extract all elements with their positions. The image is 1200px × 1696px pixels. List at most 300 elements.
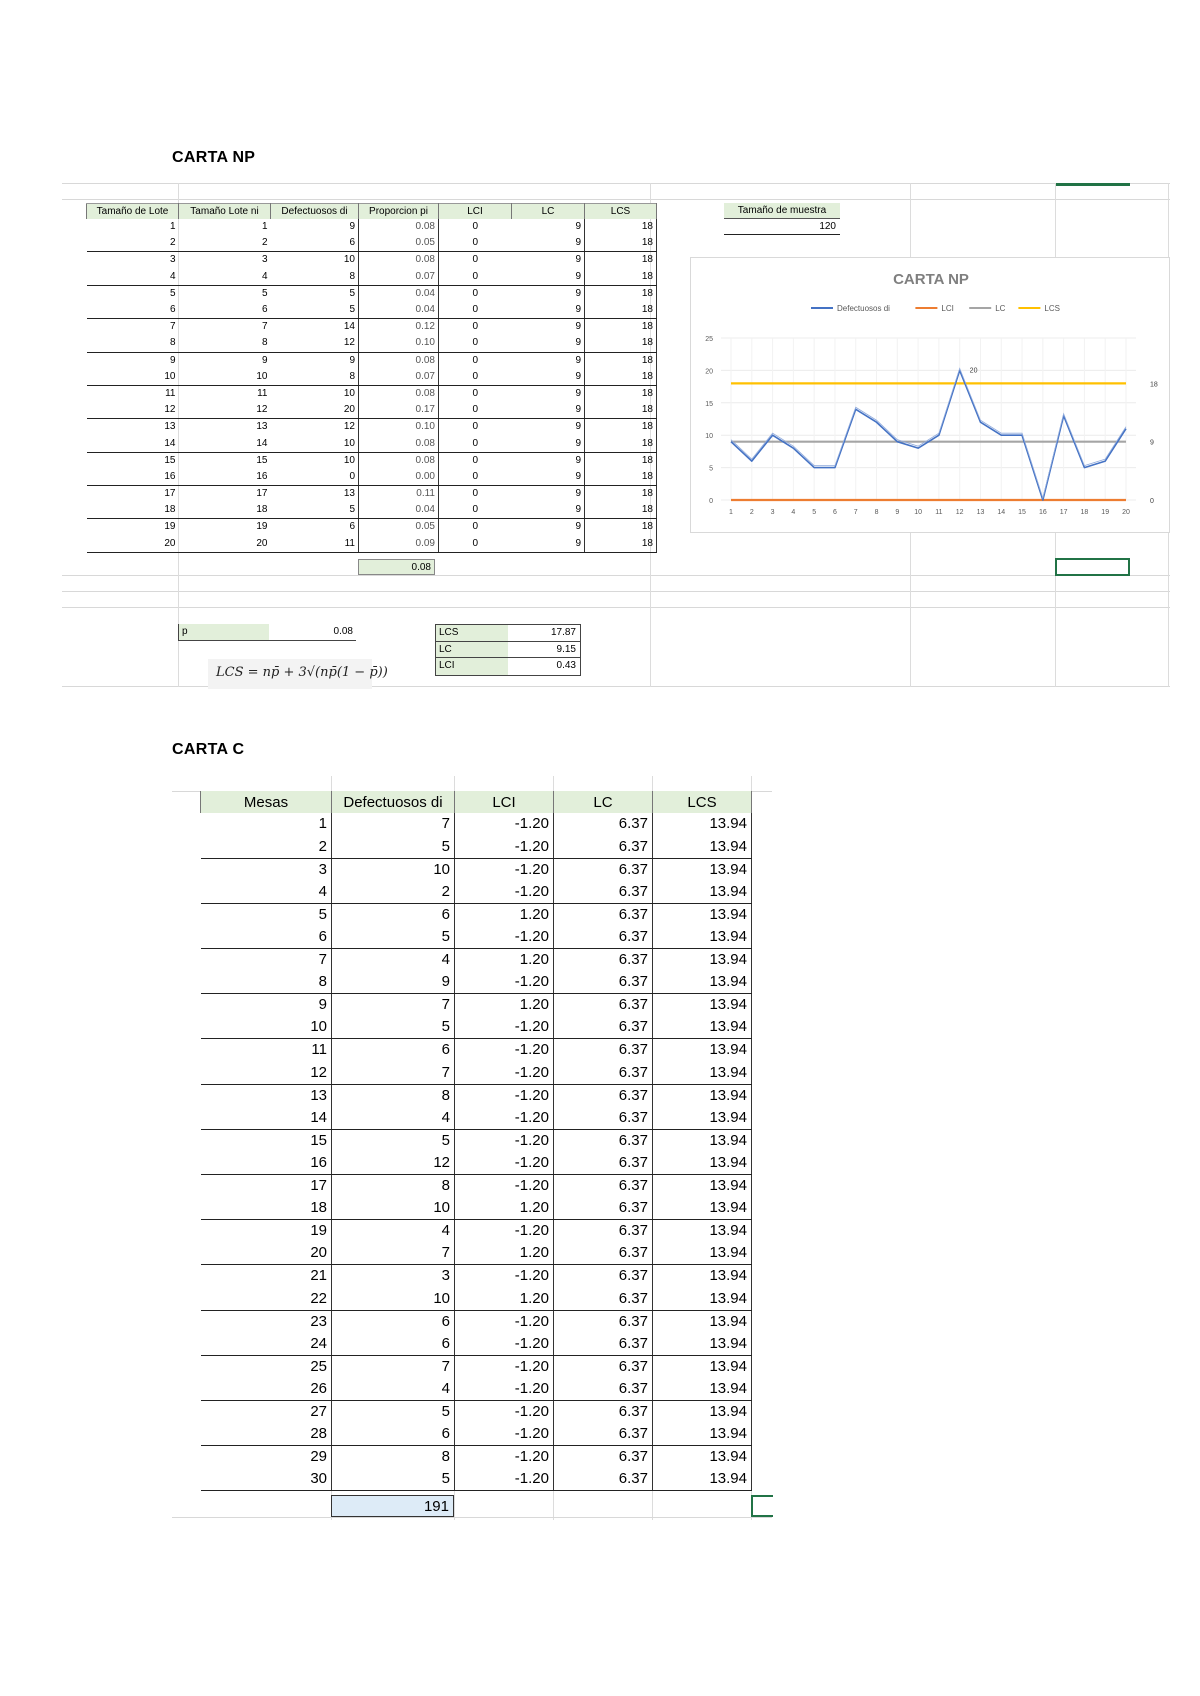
np-cell[interactable]: 10	[179, 369, 271, 386]
np-cell[interactable]: 9	[512, 469, 585, 486]
c-cell[interactable]: 13.94	[653, 1423, 752, 1446]
c-cell[interactable]: -1.20	[514, 1267, 549, 1285]
c-cell[interactable]: 5	[332, 1468, 455, 1491]
c-cell[interactable]: 6.37	[554, 1333, 653, 1356]
c-cell[interactable]: 6.37	[554, 1355, 653, 1378]
c-cell[interactable]: -1.20	[455, 1378, 554, 1401]
c-cell[interactable]: 29	[310, 1448, 327, 1466]
np-cell[interactable]: 9	[575, 521, 581, 533]
np-cell[interactable]: 0	[271, 469, 359, 486]
c-cell[interactable]: -1.20	[455, 1423, 554, 1446]
np-cell[interactable]: 5	[169, 287, 176, 299]
np-cell[interactable]: 18	[585, 452, 657, 469]
np-cell[interactable]: 0	[439, 402, 512, 419]
c-cell[interactable]: 9	[318, 996, 327, 1014]
c-cell[interactable]: 6.37	[554, 1468, 653, 1491]
np-cell[interactable]: 9	[575, 321, 581, 333]
np-cell[interactable]: 8	[271, 369, 359, 386]
c-cell[interactable]: 2	[332, 881, 455, 904]
np-cell[interactable]: 3	[261, 254, 268, 266]
np-cell[interactable]: 18	[585, 469, 657, 486]
c-cell[interactable]: 13.94	[653, 1310, 752, 1333]
np-cell[interactable]: 0	[439, 235, 512, 252]
np-cell[interactable]: 0.04	[359, 285, 439, 302]
c-cell[interactable]: -1.20	[514, 1086, 549, 1104]
np-cell[interactable]: 18	[585, 302, 657, 319]
np-cell[interactable]: 19	[164, 521, 176, 533]
np-cell[interactable]: 12	[179, 402, 271, 419]
np-cell[interactable]: 18	[585, 419, 657, 436]
selected-cell[interactable]	[1055, 558, 1130, 576]
c-cell[interactable]: 1.20	[455, 1242, 554, 1265]
np-cell[interactable]: 9	[512, 402, 585, 419]
np-cell[interactable]: 9	[575, 354, 581, 366]
c-cell[interactable]: 6.37	[554, 1310, 653, 1333]
c-cell[interactable]: 13.94	[653, 1220, 752, 1243]
np-cell[interactable]: 8	[87, 335, 179, 352]
c-cell[interactable]: 13.94	[653, 881, 752, 904]
p-bar-cell[interactable]	[178, 624, 356, 641]
c-cell[interactable]: 13.94	[653, 926, 752, 949]
c-cell[interactable]: 6.37	[554, 1039, 653, 1062]
c-cell[interactable]: 1.20	[455, 1287, 554, 1310]
c-cell[interactable]: 28	[201, 1423, 332, 1446]
c-cell[interactable]: -1.20	[455, 881, 554, 904]
np-cell[interactable]: 18	[585, 352, 657, 369]
np-cell[interactable]: 0.08	[359, 252, 439, 269]
np-cell[interactable]: 0.00	[359, 469, 439, 486]
c-cell[interactable]: 6	[201, 926, 332, 949]
c-cell[interactable]: -1.20	[514, 815, 549, 833]
c-cell[interactable]: 21	[310, 1267, 327, 1285]
np-cell[interactable]: 0.05	[359, 519, 439, 536]
c-cell[interactable]: -1.20	[455, 926, 554, 949]
np-cell[interactable]: 13	[343, 488, 355, 500]
c-cell[interactable]: 13	[310, 1086, 327, 1104]
c-cell[interactable]: 6.37	[554, 858, 653, 881]
np-cell[interactable]: 17	[256, 488, 268, 500]
np-cell[interactable]: 20	[179, 536, 271, 553]
c-cell[interactable]: 6.37	[554, 1265, 653, 1288]
np-cell[interactable]: 0.05	[359, 235, 439, 252]
c-cell[interactable]: 6.37	[554, 994, 653, 1017]
c-cell[interactable]: 10	[332, 1287, 455, 1310]
np-cell[interactable]: 0	[439, 369, 512, 386]
c-cell[interactable]: 6.37	[554, 903, 653, 926]
np-cell[interactable]: 11	[165, 387, 176, 399]
np-cell[interactable]: 8	[179, 335, 271, 352]
c-cell[interactable]: 13.94	[653, 1152, 752, 1175]
c-cell[interactable]: 6.37	[554, 949, 653, 972]
c-cell[interactable]: 7	[332, 1355, 455, 1378]
c-cell[interactable]: 22	[201, 1287, 332, 1310]
c-cell[interactable]: 6.37	[554, 1129, 653, 1152]
c-cell[interactable]: 13.94	[653, 949, 752, 972]
c-cell[interactable]: -1.20	[455, 1333, 554, 1356]
c-cell[interactable]: 10	[332, 1197, 455, 1220]
np-cell[interactable]: 9	[169, 354, 176, 366]
c-cell[interactable]: 6.37	[554, 1107, 653, 1130]
c-cell[interactable]: -1.20	[514, 1177, 549, 1195]
c-cell[interactable]: 6	[332, 1039, 455, 1062]
c-cell[interactable]: 6.37	[554, 1287, 653, 1310]
c-cell[interactable]: 5	[332, 926, 455, 949]
selected-cell[interactable]	[751, 1495, 773, 1517]
np-cell[interactable]: 1	[261, 220, 268, 232]
np-cell[interactable]: 0.04	[359, 502, 439, 519]
c-cell[interactable]: 13.94	[653, 1333, 752, 1356]
c-cell[interactable]: 13.94	[653, 836, 752, 859]
np-cell[interactable]: 0.08	[359, 452, 439, 469]
c-cell[interactable]: 7	[318, 951, 327, 969]
c-cell[interactable]: 30	[201, 1468, 332, 1491]
np-cell[interactable]: 10	[343, 454, 355, 466]
np-cell[interactable]: 12	[87, 402, 179, 419]
c-cell[interactable]: 6.37	[554, 1400, 653, 1423]
c-cell[interactable]: 8	[332, 1175, 455, 1198]
np-cell[interactable]: 18	[585, 235, 657, 252]
c-cell[interactable]: 13.94	[653, 994, 752, 1017]
c-cell[interactable]: 6	[332, 1310, 455, 1333]
c-cell[interactable]: -1.20	[514, 1312, 549, 1330]
np-cell[interactable]: 12	[343, 421, 355, 433]
np-cell[interactable]: 18	[585, 536, 657, 553]
np-cell[interactable]: 0.10	[359, 335, 439, 352]
np-cell[interactable]: 0	[439, 435, 512, 452]
np-cell[interactable]: 20	[87, 536, 179, 553]
np-cell[interactable]: 0	[439, 419, 512, 436]
c-cell[interactable]: 12	[201, 1062, 332, 1085]
c-cell[interactable]: -1.20	[455, 1016, 554, 1039]
np-cell[interactable]: 10	[343, 254, 355, 266]
c-cell[interactable]: 6.37	[554, 881, 653, 904]
np-cell[interactable]: 9	[512, 302, 585, 319]
np-cell[interactable]: 7	[169, 321, 176, 333]
c-cell[interactable]: 9	[332, 971, 455, 994]
c-cell[interactable]: -1.20	[455, 1152, 554, 1175]
np-cell[interactable]: 0.04	[359, 302, 439, 319]
c-cell[interactable]: 13.94	[653, 1378, 752, 1401]
np-cell[interactable]: 3	[169, 254, 176, 266]
c-cell[interactable]: 13.94	[653, 1355, 752, 1378]
c-cell[interactable]: 5	[332, 1016, 455, 1039]
c-cell[interactable]: 13.94	[653, 858, 752, 881]
c-cell[interactable]: 11	[311, 1041, 327, 1059]
np-cell[interactable]: 8	[271, 269, 359, 286]
c-cell[interactable]: 13.94	[653, 1446, 752, 1469]
sample-size-value[interactable]: 120	[724, 219, 840, 235]
np-cell[interactable]: 9	[575, 220, 581, 232]
c-cell[interactable]: 20	[201, 1242, 332, 1265]
c-cell[interactable]: -1.20	[514, 1402, 549, 1420]
np-cell[interactable]: 0.11	[359, 486, 439, 503]
np-cell[interactable]: 0	[439, 302, 512, 319]
c-cell[interactable]: 4	[332, 1378, 455, 1401]
np-cell[interactable]: 14	[343, 321, 355, 333]
limit-row-lcs[interactable]	[436, 625, 580, 642]
c-cell[interactable]: 5	[332, 1129, 455, 1152]
c-cell[interactable]: 13.94	[653, 1175, 752, 1198]
np-cell[interactable]: 18	[87, 502, 179, 519]
c-cell[interactable]: 6	[332, 903, 455, 926]
limit-row-lc[interactable]	[436, 642, 580, 659]
c-cell[interactable]: 23	[310, 1312, 327, 1330]
c-cell[interactable]: 13.94	[653, 1287, 752, 1310]
c-cell[interactable]: -1.20	[514, 1222, 549, 1240]
c-cell[interactable]: 13.94	[653, 1107, 752, 1130]
c-cell[interactable]: 1.20	[519, 951, 549, 969]
np-cell[interactable]: 9	[575, 421, 581, 433]
np-cell[interactable]: 9	[261, 354, 268, 366]
np-cell[interactable]: 0.08	[359, 385, 439, 402]
c-cell[interactable]: 13.94	[653, 1062, 752, 1085]
c-cell[interactable]: 13.94	[653, 1197, 752, 1220]
np-cell[interactable]: 15	[164, 454, 176, 466]
c-cell[interactable]: 6.37	[554, 1423, 653, 1446]
c-cell[interactable]: 18	[201, 1197, 332, 1220]
c-cell[interactable]: 8	[201, 971, 332, 994]
c-cell[interactable]: 5	[332, 836, 455, 859]
np-cell[interactable]: 9	[512, 235, 585, 252]
np-cell[interactable]: 0	[439, 352, 512, 369]
c-cell[interactable]: -1.20	[455, 836, 554, 859]
c-cell[interactable]: 3	[332, 1265, 455, 1288]
defects-total-cell[interactable]: 191	[331, 1495, 454, 1517]
np-cell[interactable]: 7	[261, 321, 268, 333]
np-cell[interactable]: 0	[439, 335, 512, 352]
np-cell[interactable]: 9	[512, 536, 585, 553]
np-cell[interactable]: 18	[585, 269, 657, 286]
np-cell[interactable]: 4	[87, 269, 179, 286]
np-cell[interactable]: 5	[271, 302, 359, 319]
np-cell[interactable]: 15	[256, 454, 268, 466]
c-cell[interactable]: 19	[310, 1222, 327, 1240]
np-cell[interactable]: 0	[439, 536, 512, 553]
c-cell[interactable]: 13.94	[653, 1084, 752, 1107]
np-cell[interactable]: 16	[179, 469, 271, 486]
c-cell[interactable]: 4	[332, 1220, 455, 1243]
c-cell[interactable]: 2	[201, 836, 332, 859]
np-cell[interactable]: 6	[87, 302, 179, 319]
c-cell[interactable]: -1.20	[514, 1131, 549, 1149]
c-cell[interactable]: 6.37	[554, 1220, 653, 1243]
np-cell[interactable]: 2	[87, 235, 179, 252]
np-cell[interactable]: 14	[87, 435, 179, 452]
np-cell[interactable]: 0	[439, 519, 512, 536]
c-cell[interactable]: 1	[318, 815, 327, 833]
np-cell[interactable]: 18	[585, 502, 657, 519]
c-cell[interactable]: 27	[310, 1402, 327, 1420]
c-cell[interactable]: 26	[201, 1378, 332, 1401]
np-cell[interactable]: 9	[512, 369, 585, 386]
np-cell[interactable]: 9	[349, 354, 355, 366]
np-cell[interactable]: 19	[256, 521, 268, 533]
c-cell[interactable]: 4	[201, 881, 332, 904]
np-cell[interactable]: 6	[349, 521, 355, 533]
np-cell[interactable]: 1	[169, 220, 176, 232]
np-cell[interactable]: 0	[439, 486, 512, 503]
np-cell[interactable]: 10	[271, 435, 359, 452]
c-cell[interactable]: 13.94	[653, 971, 752, 994]
c-cell[interactable]: 8	[332, 1446, 455, 1469]
np-cell[interactable]: 9	[512, 502, 585, 519]
np-cell[interactable]: 10	[343, 387, 355, 399]
c-cell[interactable]: 6.37	[554, 1242, 653, 1265]
np-cell[interactable]: 0.07	[359, 269, 439, 286]
c-cell[interactable]: 16	[201, 1152, 332, 1175]
np-cell[interactable]: 5	[271, 502, 359, 519]
c-cell[interactable]: 10	[201, 1016, 332, 1039]
np-control-chart[interactable]	[690, 257, 1170, 533]
c-cell[interactable]: 4	[332, 949, 455, 972]
c-cell[interactable]: 13.94	[653, 1265, 752, 1288]
c-cell[interactable]: 6	[332, 1333, 455, 1356]
np-cell[interactable]: 0	[439, 319, 512, 336]
c-cell[interactable]: 7	[332, 813, 455, 836]
c-cell[interactable]: 6.37	[554, 1152, 653, 1175]
c-cell[interactable]: 13.94	[653, 1242, 752, 1265]
np-cell[interactable]: 2	[179, 235, 271, 252]
c-cell[interactable]: 6.37	[554, 1446, 653, 1469]
c-cell[interactable]: 24	[201, 1333, 332, 1356]
np-cell[interactable]: 14	[179, 435, 271, 452]
np-cell[interactable]: 0.08	[359, 435, 439, 452]
c-cell[interactable]: -1.20	[455, 1062, 554, 1085]
np-cell[interactable]: 20	[271, 402, 359, 419]
np-cell[interactable]: 6	[271, 235, 359, 252]
c-cell[interactable]: 3	[318, 860, 327, 878]
c-cell[interactable]: 15	[310, 1131, 327, 1149]
np-cell[interactable]: 9	[512, 269, 585, 286]
c-cell[interactable]: 6.37	[554, 813, 653, 836]
np-cell[interactable]: 18	[585, 486, 657, 503]
c-cell[interactable]: 6.37	[554, 1062, 653, 1085]
np-cell[interactable]: 0.07	[359, 369, 439, 386]
np-cell[interactable]: 18	[585, 252, 657, 269]
np-cell[interactable]: 0.12	[359, 319, 439, 336]
np-cell[interactable]: 11	[257, 387, 268, 399]
c-cell[interactable]: 6.37	[554, 1378, 653, 1401]
np-cell[interactable]: 18	[585, 219, 657, 236]
np-cell[interactable]: 18	[585, 385, 657, 402]
c-cell[interactable]: -1.20	[455, 1107, 554, 1130]
c-cell[interactable]: -1.20	[514, 860, 549, 878]
c-cell[interactable]: 7	[332, 1242, 455, 1265]
c-cell[interactable]: 6.37	[554, 1016, 653, 1039]
c-cell[interactable]: -1.20	[514, 1357, 549, 1375]
c-cell[interactable]: 7	[332, 994, 455, 1017]
np-cell[interactable]: 9	[575, 488, 581, 500]
np-cell[interactable]: 13	[164, 421, 176, 433]
np-cell[interactable]: 5	[261, 287, 268, 299]
np-cell[interactable]: 16	[87, 469, 179, 486]
c-cell[interactable]: 6	[332, 1423, 455, 1446]
np-cell[interactable]: 11	[271, 536, 359, 553]
c-cell[interactable]: 6.37	[554, 971, 653, 994]
c-cell[interactable]: 13.94	[653, 813, 752, 836]
c-cell[interactable]: 6.37	[554, 1084, 653, 1107]
c-cell[interactable]: -1.20	[455, 971, 554, 994]
np-cell[interactable]: 9	[575, 387, 581, 399]
np-cell[interactable]: 0	[439, 269, 512, 286]
c-cell[interactable]: 6.37	[554, 926, 653, 949]
np-cell[interactable]: 18	[179, 502, 271, 519]
np-cell[interactable]: 12	[271, 335, 359, 352]
np-cell[interactable]: 17	[164, 488, 176, 500]
np-cell[interactable]: 0	[439, 385, 512, 402]
np-cell[interactable]: 0	[439, 502, 512, 519]
np-cell[interactable]: 0	[439, 452, 512, 469]
np-cell[interactable]: 5	[349, 287, 355, 299]
np-cell[interactable]: 18	[585, 335, 657, 352]
c-cell[interactable]: 5	[332, 1400, 455, 1423]
c-cell[interactable]: 4	[332, 1107, 455, 1130]
c-cell[interactable]: 13.94	[653, 1129, 752, 1152]
c-cell[interactable]: 13.94	[653, 1400, 752, 1423]
np-cell[interactable]: 9	[575, 454, 581, 466]
np-cell[interactable]: 18	[585, 435, 657, 452]
np-cell[interactable]: 18	[585, 402, 657, 419]
np-cell[interactable]: 0.08	[359, 219, 439, 236]
np-cell[interactable]: 13	[256, 421, 268, 433]
c-cell[interactable]: 13.94	[653, 903, 752, 926]
np-cell[interactable]: 0.10	[359, 419, 439, 436]
np-cell[interactable]: 9	[512, 335, 585, 352]
limit-row-lci[interactable]	[436, 658, 580, 675]
c-cell[interactable]: 10	[332, 858, 455, 881]
c-cell[interactable]: 13.94	[653, 1039, 752, 1062]
np-cell[interactable]: 4	[179, 269, 271, 286]
c-cell[interactable]: 7	[332, 1062, 455, 1085]
c-cell[interactable]: 8	[332, 1084, 455, 1107]
c-cell[interactable]: 13.94	[653, 1016, 752, 1039]
c-cell[interactable]: 6.37	[554, 1175, 653, 1198]
np-cell[interactable]: 0.09	[359, 536, 439, 553]
c-cell[interactable]: -1.20	[514, 1448, 549, 1466]
np-cell[interactable]: 9	[575, 254, 581, 266]
c-cell[interactable]: 12	[332, 1152, 455, 1175]
np-cell[interactable]: 0.17	[359, 402, 439, 419]
np-cell[interactable]: 18	[585, 369, 657, 386]
c-cell[interactable]: 6.37	[554, 836, 653, 859]
c-cell[interactable]: 1.20	[519, 905, 549, 923]
c-cell[interactable]: -1.20	[514, 1041, 549, 1059]
np-cell[interactable]: 0	[439, 219, 512, 236]
np-cell[interactable]: 10	[87, 369, 179, 386]
proportion-average-cell[interactable]: 0.08	[358, 559, 435, 575]
np-cell[interactable]: 0	[439, 469, 512, 486]
c-cell[interactable]: 1.20	[519, 996, 549, 1014]
c-cell[interactable]: 1.20	[455, 1197, 554, 1220]
c-cell[interactable]: -1.20	[455, 1468, 554, 1491]
np-cell[interactable]: 18	[585, 285, 657, 302]
c-cell[interactable]: 14	[201, 1107, 332, 1130]
np-cell[interactable]: 18	[585, 519, 657, 536]
np-cell[interactable]: 0	[439, 285, 512, 302]
c-cell[interactable]: 13.94	[653, 1468, 752, 1491]
np-cell[interactable]: 9	[575, 287, 581, 299]
c-cell[interactable]: 6.37	[554, 1197, 653, 1220]
np-cell[interactable]: 9	[512, 435, 585, 452]
c-cell[interactable]: 5	[318, 905, 327, 923]
np-cell[interactable]: 9	[349, 220, 355, 232]
c-cell[interactable]: 17	[310, 1177, 327, 1195]
c-cell[interactable]: 25	[310, 1357, 327, 1375]
np-cell[interactable]: 0.08	[359, 352, 439, 369]
np-cell[interactable]: 6	[179, 302, 271, 319]
np-cell[interactable]: 0	[439, 252, 512, 269]
np-cell[interactable]: 18	[585, 319, 657, 336]
